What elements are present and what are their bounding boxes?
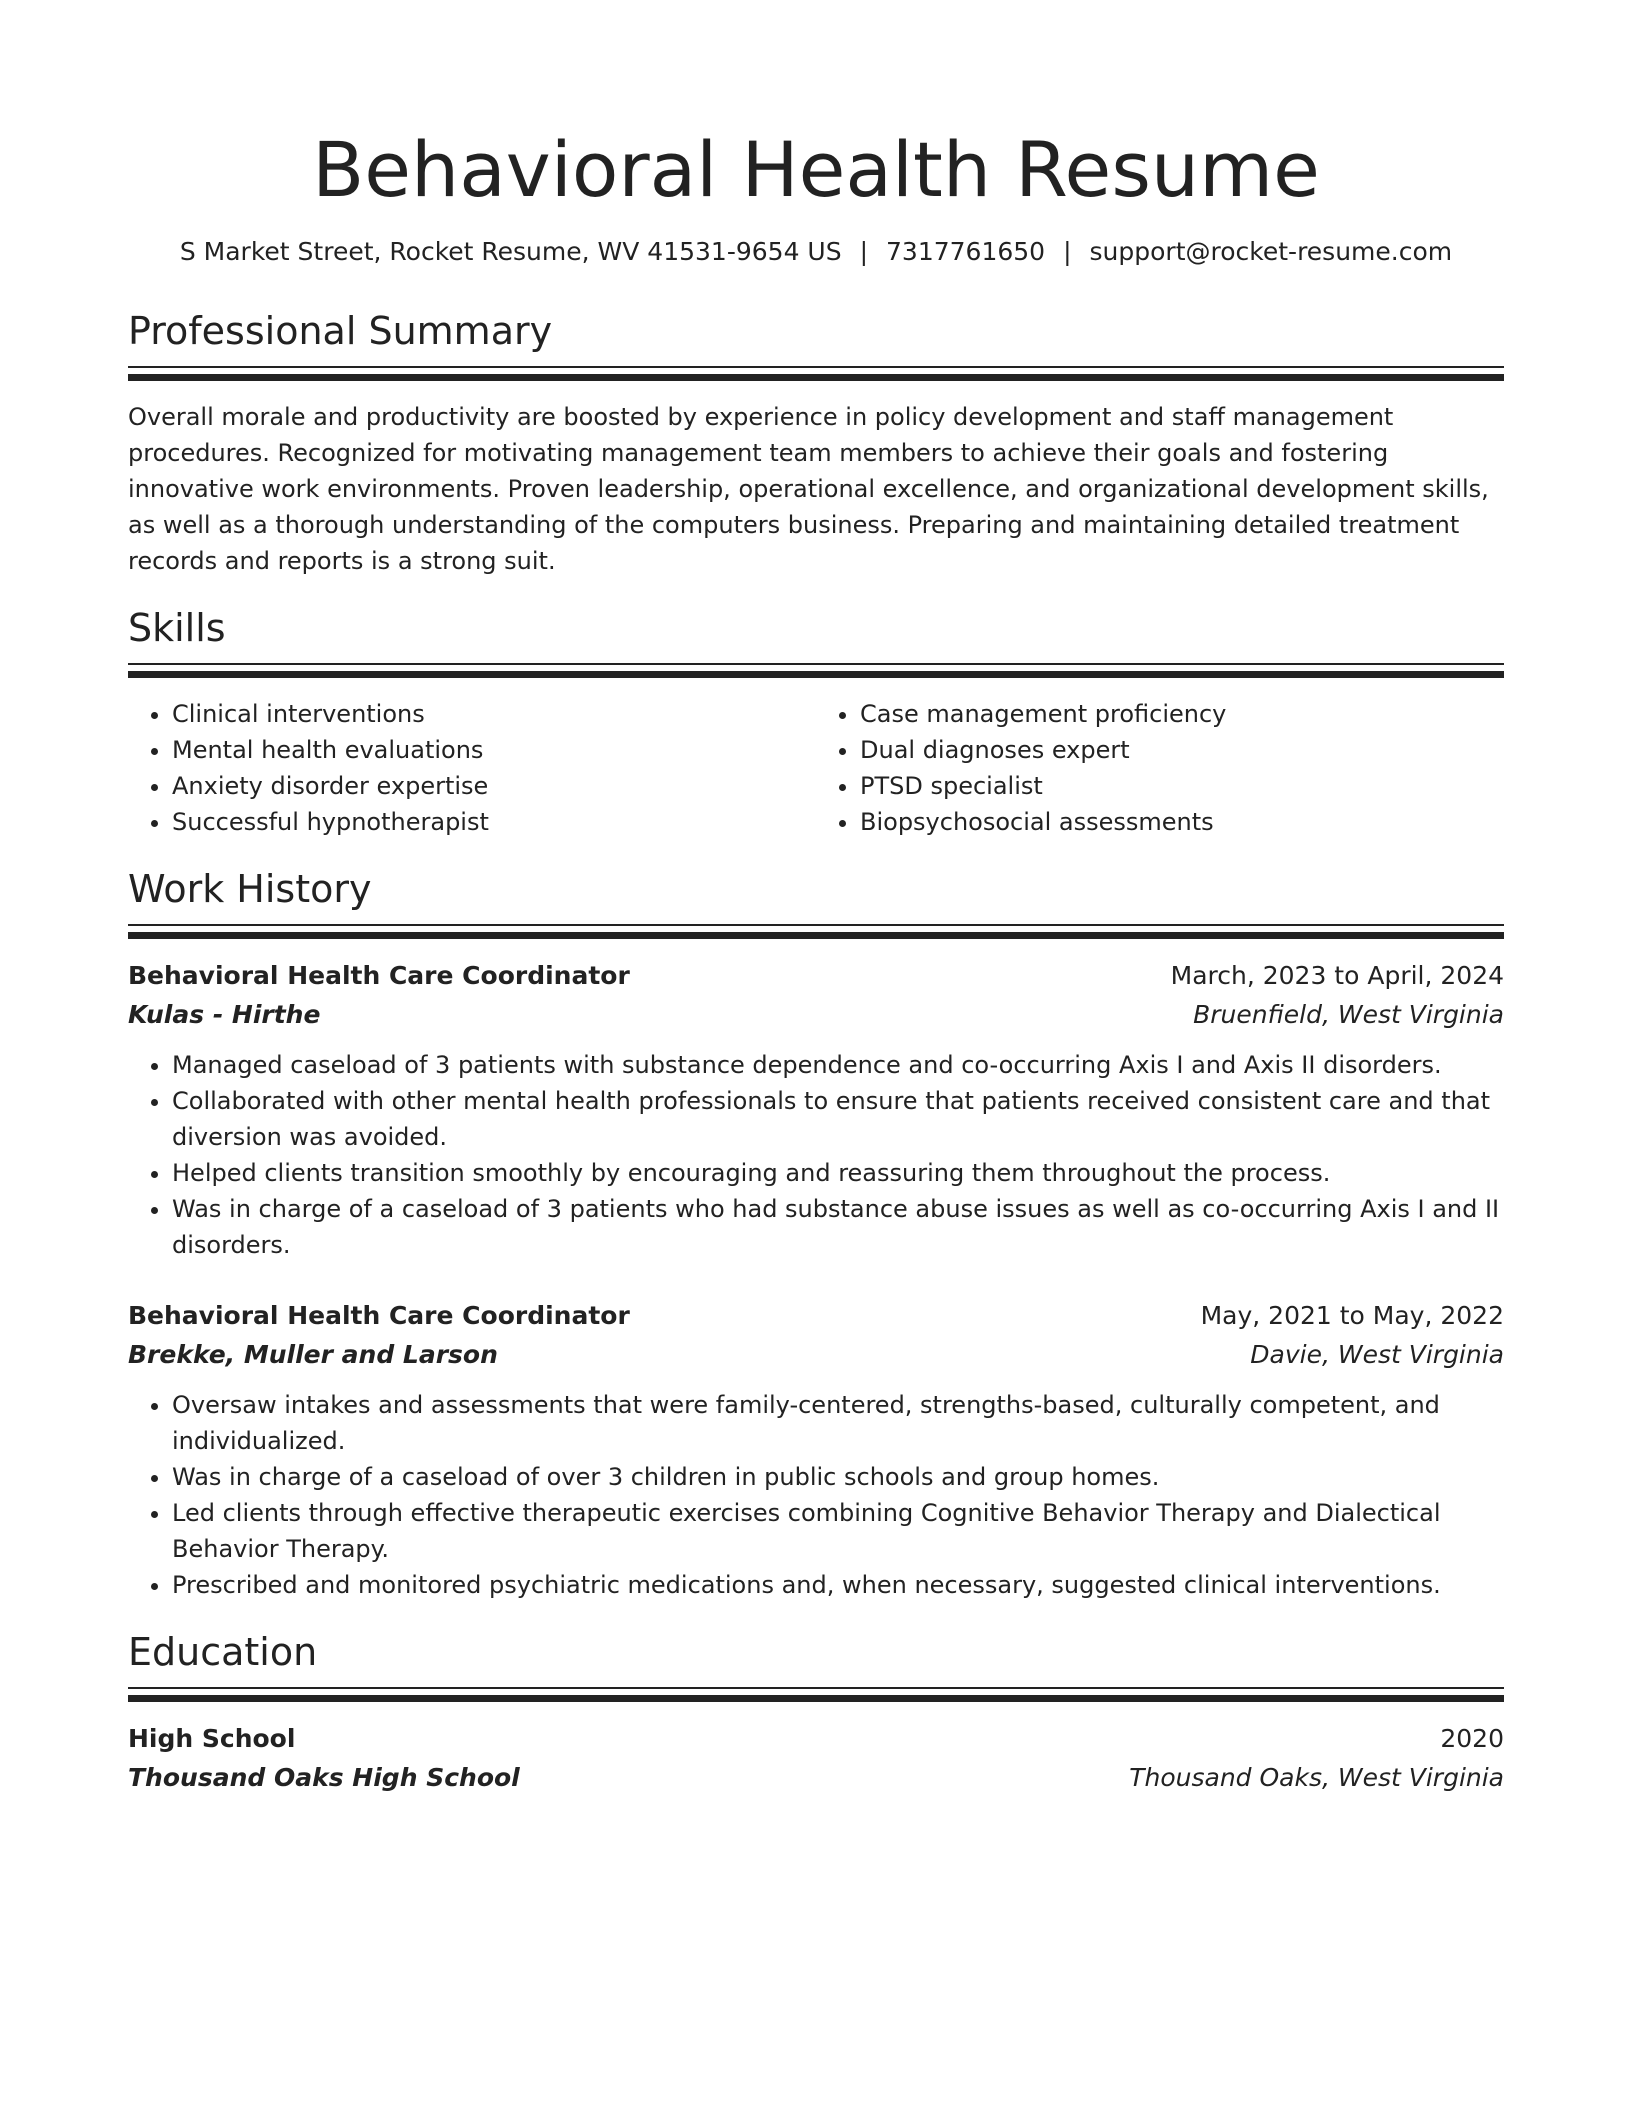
job-header-row	[128, 957, 1504, 995]
job-location: Davie, West Virginia	[1250, 1340, 1504, 1369]
resume-name: Behavioral Health Resume	[312, 125, 1320, 214]
contact-phone: 7317761650	[886, 237, 1046, 266]
section-divider	[128, 366, 1504, 381]
section-divider	[128, 1687, 1504, 1702]
job-company: Brekke, Muller and Larson	[128, 1340, 498, 1369]
job-bullet: • Led clients through effective therapeutic exercises combining Cognitive Behavior Therapy and Dialectical Behavior Therapy.	[172, 1495, 1504, 1567]
job-company-row	[128, 995, 1504, 1035]
contact-separator: |	[1063, 237, 1072, 266]
skills-section	[128, 603, 1504, 840]
job-bullet: • Oversaw intakes and assessments that were family-centered, strengths-based, culturally competent, and individualized.	[172, 1387, 1504, 1459]
education-header-row	[128, 1720, 1504, 1758]
job-title: Behavioral Health Care Coordinator	[128, 1301, 630, 1330]
job-bullet-list	[128, 1047, 1504, 1263]
education-section	[128, 1627, 1504, 1798]
education-school: Thousand Oaks High School	[128, 1763, 520, 1792]
job-bullet: • Prescribed and monitored psychiatric medications and, when necessary, suggested clinical interventions.	[172, 1567, 1504, 1603]
education-heading: Education	[128, 1630, 318, 1674]
job-bullet: • Managed caseload of 3 patients with substance dependence and co-occurring Axis I and Axis II disorders.	[172, 1047, 1504, 1083]
work-section	[128, 864, 1504, 1603]
job-bullet: • Was in charge of a caseload of 3 patients who had substance abuse issues as well as co-occurring Axis I and II disorders.	[172, 1191, 1504, 1263]
section-divider	[128, 924, 1504, 939]
skill-item: • PTSD specialist	[860, 768, 1504, 804]
summary-heading: Professional Summary	[128, 309, 553, 353]
job-company: Kulas - Hirthe	[128, 1000, 321, 1029]
job-location: Bruenfield, West Virginia	[1193, 1000, 1504, 1029]
skills-columns	[128, 696, 1504, 840]
resume-page	[128, 0, 1504, 2112]
contact-line	[128, 236, 1504, 268]
job-bullet: • Helped clients transition smoothly by encouraging and reassuring them throughout the process.	[172, 1155, 1504, 1191]
job-entry	[128, 1297, 1504, 1603]
contact-email[interactable]: support@rocket-resume.com	[1089, 237, 1453, 266]
job-dates: March, 2023 to April, 2024	[1170, 961, 1504, 990]
skill-item: • Dual diagnoses expert	[860, 732, 1504, 768]
work-heading: Work History	[128, 867, 372, 911]
job-header-row	[128, 1297, 1504, 1335]
skills-heading: Skills	[128, 606, 226, 650]
skill-item: • Case management proficiency	[860, 696, 1504, 732]
summary-text: Overall morale and productivity are boosted by experience in policy development and staff management procedures. Recognized for motivating management team members to achieve their goals and fostering innovative work environments. Proven leadership, operational excellence, and organizational development skills, as well as a thorough understanding of the computers business. Preparing and maintaining detailed treatment records and reports is a strong suit.	[128, 403, 1489, 575]
skill-item: • Mental health evaluations	[172, 732, 816, 768]
contact-address: S Market Street, Rocket Resume, WV 41531-9654 US	[179, 237, 842, 266]
job-bullet-list	[128, 1387, 1504, 1603]
education-degree: High School	[128, 1724, 296, 1753]
summary-section	[128, 306, 1504, 579]
skill-item: • Successful hypnotherapist	[172, 804, 816, 840]
job-entry	[128, 957, 1504, 1263]
education-school-row	[128, 1758, 1504, 1798]
education-entry	[128, 1720, 1504, 1798]
job-title: Behavioral Health Care Coordinator	[128, 961, 630, 990]
job-dates: May, 2021 to May, 2022	[1200, 1301, 1504, 1330]
education-location: Thousand Oaks, West Virginia	[1129, 1763, 1504, 1792]
job-bullet: • Was in charge of a caseload of over 3 children in public schools and group homes.	[172, 1459, 1504, 1495]
skill-item: • Anxiety disorder expertise	[172, 768, 816, 804]
skill-item: • Biopsychosocial assessments	[860, 804, 1504, 840]
education-year: 2020	[1440, 1724, 1504, 1753]
job-company-row	[128, 1335, 1504, 1375]
skills-list-left	[128, 696, 816, 840]
section-divider	[128, 663, 1504, 678]
job-bullet: • Collaborated with other mental health professionals to ensure that patients received consistent care and that diversion was avoided.	[172, 1083, 1504, 1155]
contact-separator: |	[859, 237, 869, 266]
skills-list-right	[816, 696, 1504, 840]
skill-item: • Clinical interventions	[172, 696, 816, 732]
